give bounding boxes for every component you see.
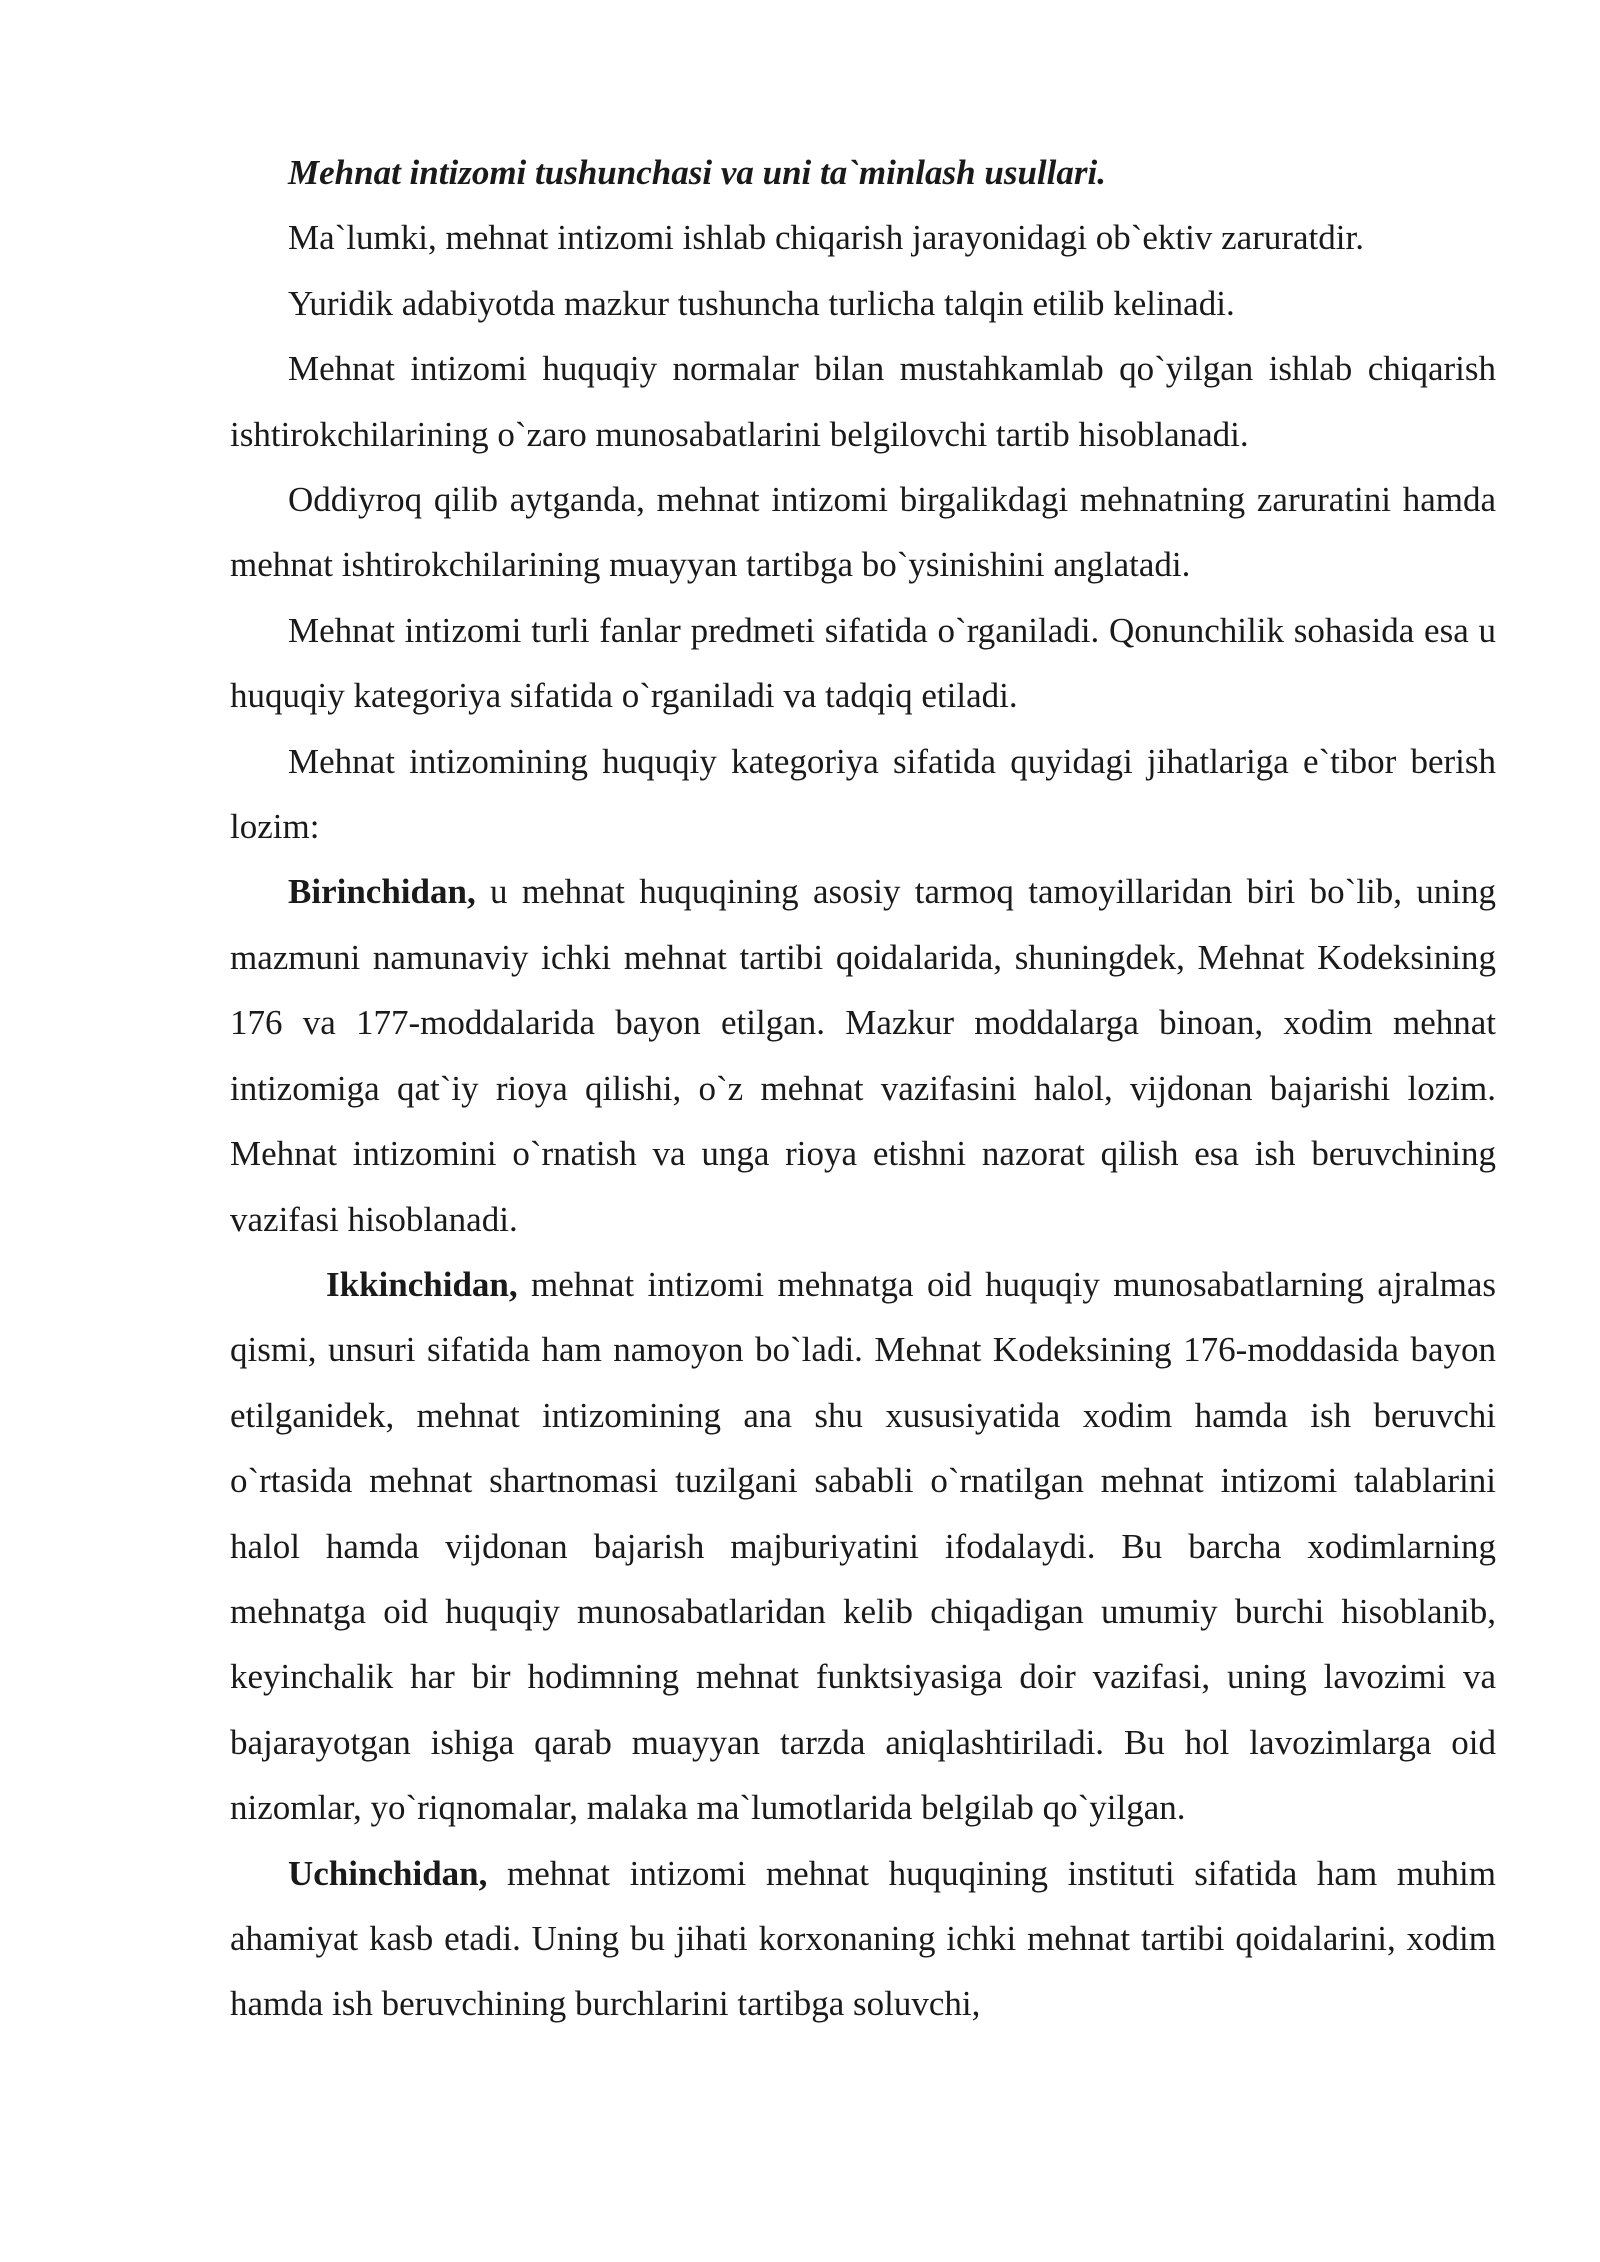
paragraph-9-text: mehnat intizomi mehnat huquqining instituti sifatida ham muhim ahamiyat kasb etadi. Uning bu jihati korxonaning ichki mehnat tartibi qoidalarini, xodim hamda ish beruvchining burchlarini tartibga soluvchi,: [230, 1853, 1496, 2024]
paragraph-3: Mehnat intizomi huquqiy normalar bilan mustahkamlab qo`yilgan ishlab chiqarish ishtirokchilarining o`zaro munosabatlarini belgilovchi tartib hisoblanadi.: [230, 349, 1496, 454]
paragraph-7: [230, 859, 1496, 1251]
paragraph-6: Mehnat intizomining huquqiy kategoriya sifatida quyidagi jihatlariga e`tibor berish lozim:: [230, 741, 1496, 847]
paragraph-9-lead: Uchinchidan,: [288, 1853, 488, 1893]
document-page: [230, 140, 1496, 2037]
paragraph-8: [230, 1252, 1496, 1841]
document-title: Mehnat intizomi tushunchasi va uni ta`minlash usullari.: [288, 153, 1106, 192]
paragraph-8-lead: Ikkinchidan,: [326, 1264, 518, 1304]
paragraph-4: Oddiyroq qilib aytganda, mehnat intizomi birgalikdagi mehnatning zaruratini hamda mehnat ishtirokchilarining muayyan tartibga bo`ysinishini anglatadi.: [230, 480, 1496, 585]
paragraph-5: Mehnat intizomi turli fanlar predmeti sifatida o`rganiladi. Qonunchilik sohasida esa u huquqiy kategoriya sifatida o`rganiladi va tadqiq etiladi.: [230, 610, 1496, 716]
paragraph-7-text: u mehnat huquqining asosiy tarmoq tamoyillaridan biri bo`lib, uning mazmuni namunaviy ichki mehnat tartibi qoidalarida, shuningdek, Mehnat Kodeksining 176 va 177-moddalarida bayon etilgan. Mazkur moddalarga binoan, xodim mehnat intizomiga qat`iy rioya qilishi, o`z mehnat vazifasini halol, vijdonan bajarishi lozim. Mehnat intizomini o`rnatish va unga rioya etishni nazorat qilish esa ish beruvchining vazifasi hisoblanadi.: [230, 872, 1496, 1239]
paragraph-2: Yuridik adabiyotda mazkur tushuncha turlicha talqin etilib kelinadi.: [288, 283, 1235, 323]
paragraph-7-lead: Birinchidan,: [288, 872, 476, 912]
paragraph-1: Ma`lumki, mehnat intizomi ishlab chiqarish jarayonidagi ob`ektiv zaruratdir.: [288, 218, 1364, 258]
paragraph-9: [230, 1841, 1496, 2037]
paragraph-8-text: mehnat intizomi mehnatga oid huquqiy munosabatlarning ajralmas qismi, unsuri sifatida ham namoyon bo`ladi. Mehnat Kodeksining 176-moddasida bayon etilganidek, mehnat intizomining ana shu xususiyatida xodim hamda ish beruvchi o`rtasida mehnat shartnomasi tuzilgani sababli o`rnatilgan mehnat intizomi talablarini halol hamda vijdonan bajarish majburiyatini ifodalaydi. Bu barcha xodimlarning mehnatga oid huquqiy munosabatlaridan kelib chiqadigan umumiy burchi hisoblanib, keyinchalik har bir hodimning mehnat funktsiyasiga doir vazifasi, uning lavozimi va bajarayotgan ishiga qarab muayyan tarzda aniqlashtiriladi. Bu hol lavozimlarga oid nizomlar, yo`riqnomalar, malaka ma`lumotlarida belgilab qo`yilgan.: [230, 1264, 1496, 1828]
